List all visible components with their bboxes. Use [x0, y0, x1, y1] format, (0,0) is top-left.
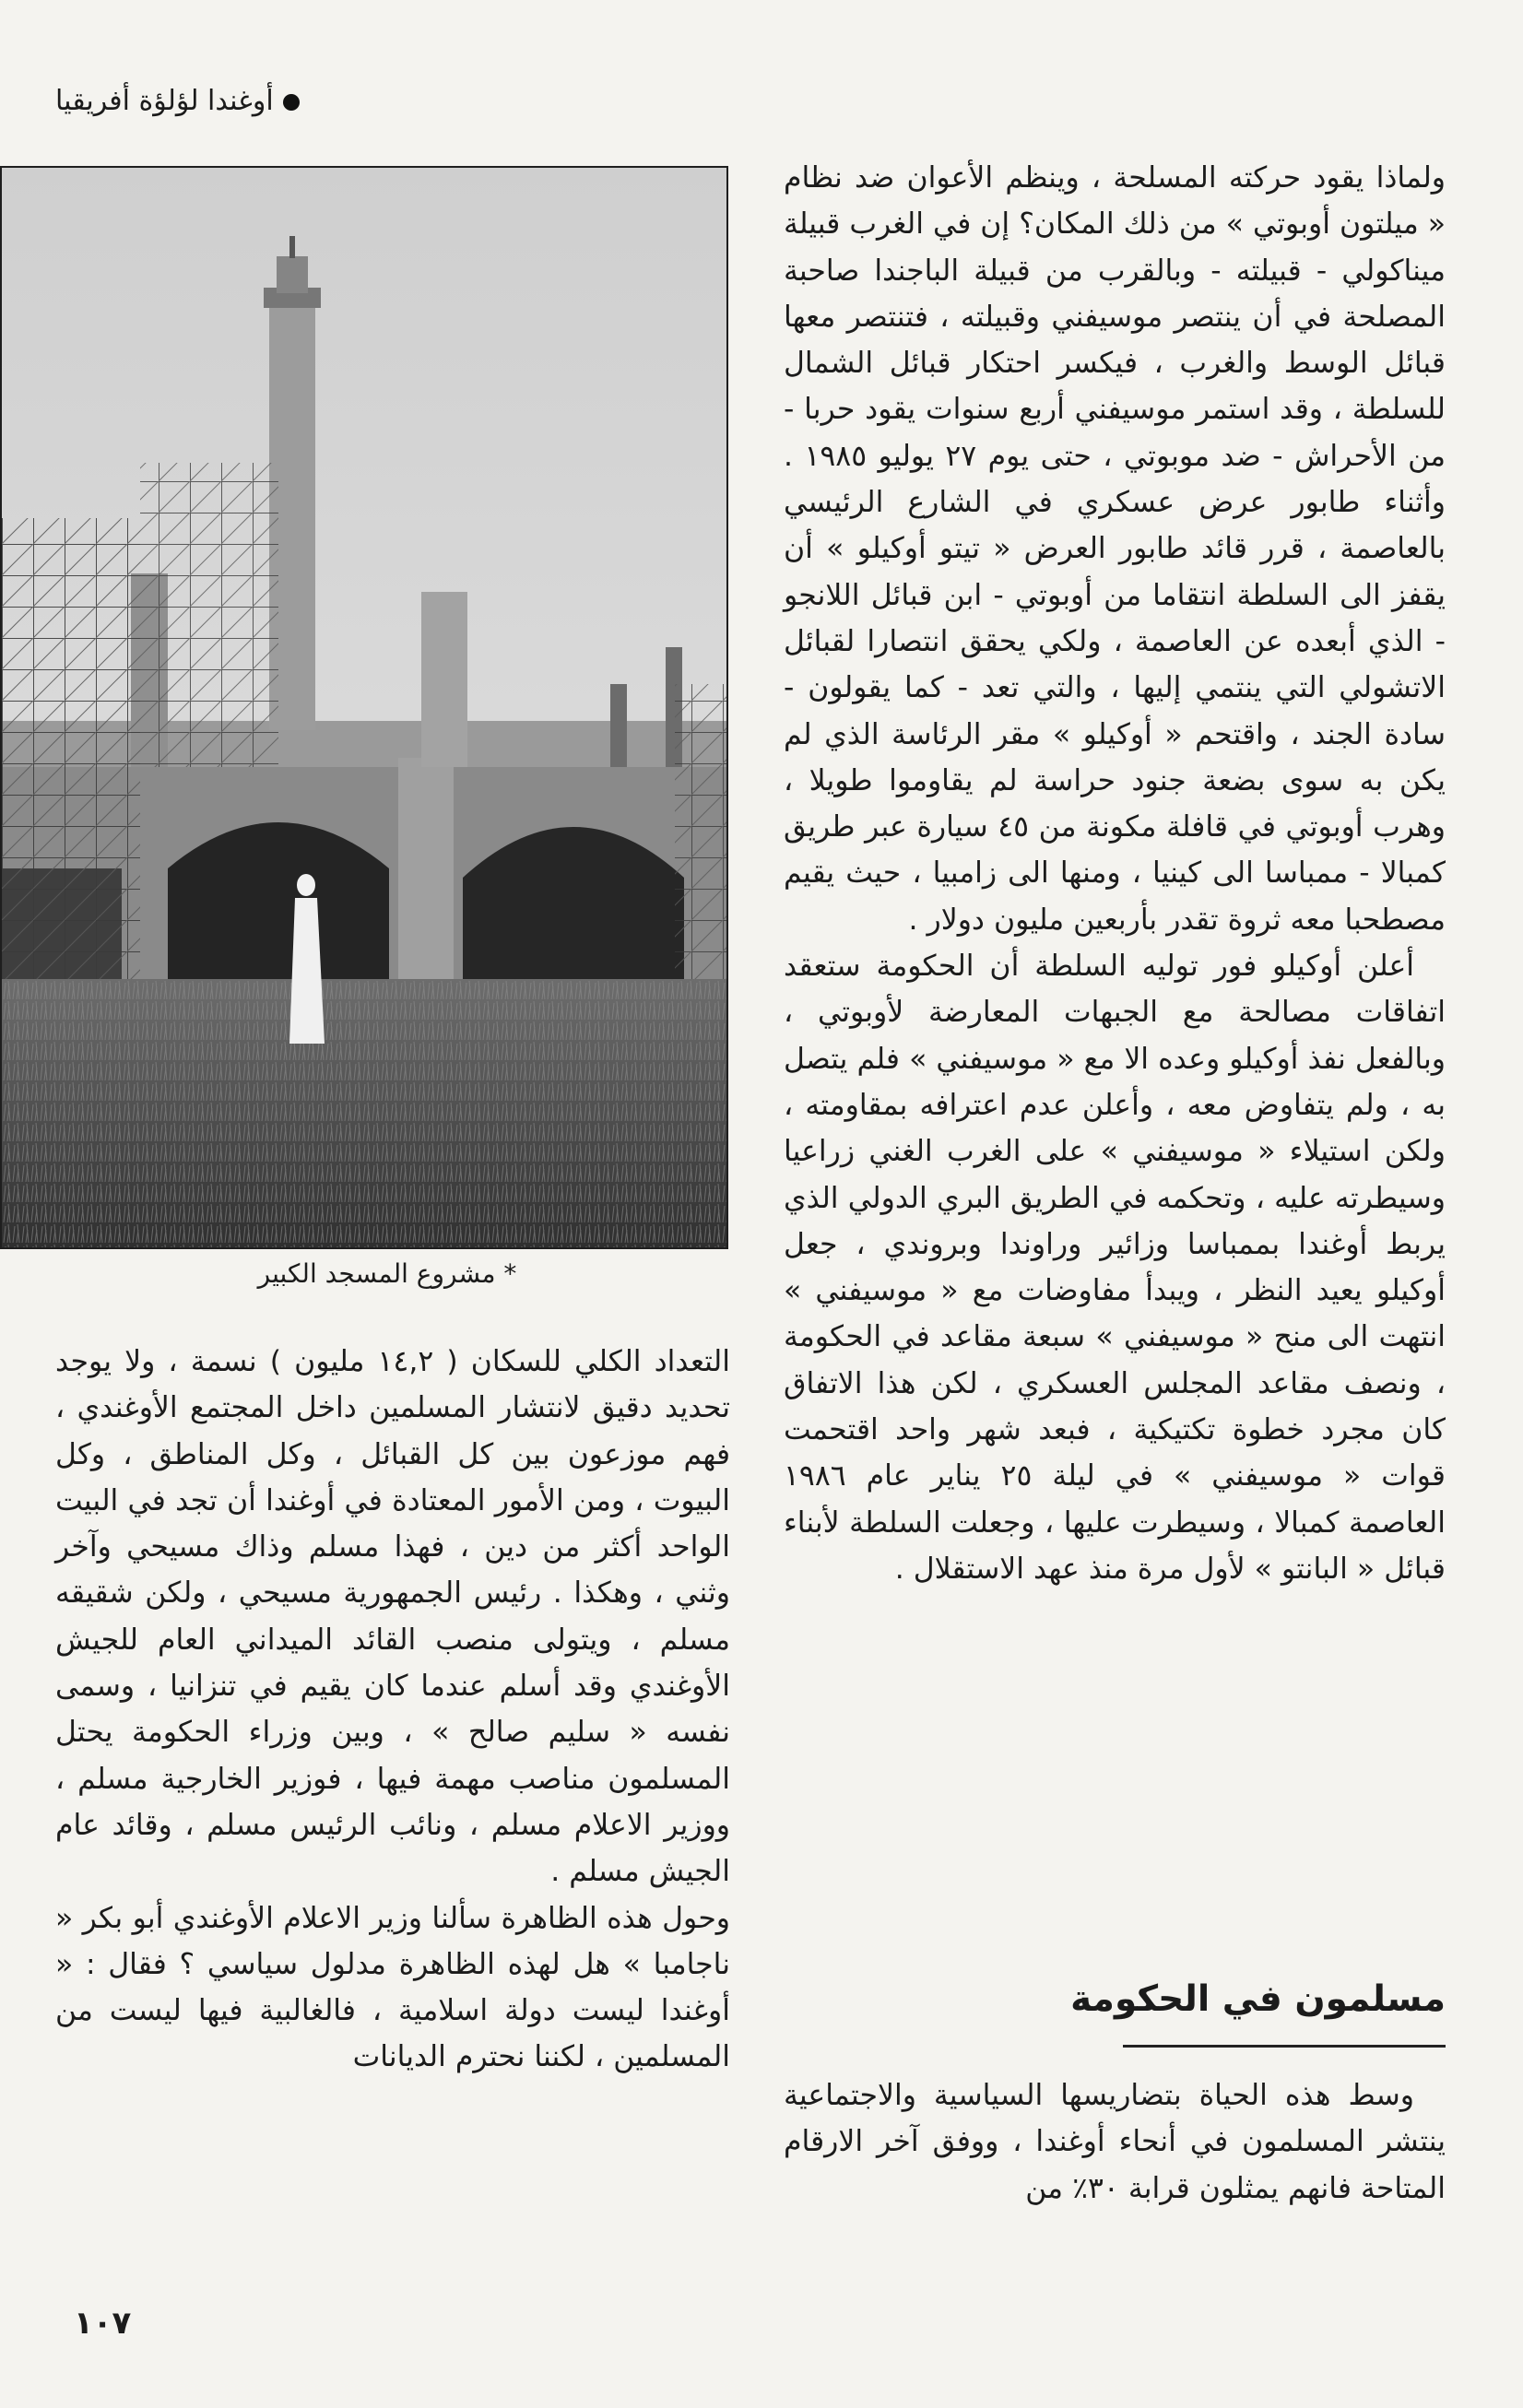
- paragraph: أعلن أوكيلو فور توليه السلطة أن الحكومة ستعقد اتفاقات مصالحة مع الجبهات المعارضة لأوبوتي ، وبالفعل نفذ أوكيلو وعده الا مع « موسيفني » فلم يتصل به ، ولم يتفاوض معه ، وأعلن عدم اعترافه بمقاومته ، ولكن استيلاء « موسيفني » على الغرب الغني زراعيا وسيطرته عليه ، وتحكمه في الطريق البري الدولي الذي يربط أوغندا بممباسا وزائير وراوندا وبروندي ، جعل أوكيلو يعيد النظر ، ويبدأ مفاوضات مع « موسيفني » انتهت الى منح « موسيفني » سبعة مقاعد في الحكومة ، ونصف مقاعد المجلس العسكري ، لكن هذا الاتفاق كان مجرد خطوة تكتيكية ، فبعد شهر واحد اقتحمت قوات « موسيفني » في ليلة ٢٥ يناير عام ١٩٨٦ العاصمة كمبالا ، وسيطرت عليها ، وجعلت السلطة لأبناء قبائل « البانتو » لأول مرة منذ عهد الاستقلال .: [784, 950, 1446, 1586]
- section-heading: مسلمون في الحكومة: [1070, 1978, 1446, 2020]
- mosque-photo: [0, 166, 728, 1249]
- mosque-construction-image: [2, 168, 728, 1249]
- paragraph: التعداد الكلي للسكان ( ١٤,٢ مليون ) نسمة ، ولا يوجد تحديد دقيق لانتشار المسلمين داخل المجتمع الأوغندي ، فهم موزعون بين كل القبائل ، وكل المناطق ، وكل البيوت ، ومن الأمور المعتادة في أوغندا أن تجد في البيت الواحد أكثر من دين ، فهذا مسلم وذاك مسيحي وآخر وثني ، وهكذا . رئيس الجمهورية مسيحي ، ولكن شقيقه مسلم ، ويتولى منصب القائد الميداني العام للجيش الأوغندي وقد أسلم عندما كان يقيم في تنزانيا ، وسمى نفسه « سليم صالح » ، وبين وزراء الحكومة يحتل المسلمون مناصب مهمة فيها ، فوزير الخارجية مسلم ، ووزير الاعلام مسلم ، ونائب الرئيس مسلم ، وقائد عام الجيش مسلم .: [55, 1345, 731, 1889]
- section-intro: [784, 2072, 1446, 2212]
- paragraph: وسط هذه الحياة بتضاريسها السياسية والاجتماعية ينتشر المسلمون في أنحاء أوغندا ، ووفق آخر الارقام المتاحة فانهم يمثلون قرابة ٣٠٪ من: [784, 2079, 1446, 2205]
- paragraph: وحول هذه الظاهرة سألنا وزير الاعلام الأوغندي أبو بكر « ناجامبا » هل لهذه الظاهرة مدلول سياسي ؟ فقال : « أوغندا ليست دولة اسلامية ، فالغالبية فيها ليست من المسلمين ، لكننا نحترم الديانات: [55, 1901, 730, 2074]
- right-column: [784, 155, 1446, 1592]
- heading-underline: [1123, 2045, 1446, 2048]
- page-number: ١٠٧: [74, 2305, 132, 2342]
- photo-caption: * مشروع المسجد الكبير: [257, 1258, 517, 1289]
- paragraph: ولماذا يقود حركته المسلحة ، وينظم الأعوان ضد نظام « ميلتون أوبوتي » من ذلك المكان؟ إن في الغرب قبيلة ميناكولي - قبيلته - وبالقرب من قبيلة الباجندا صاحبة المصلحة في أن ينتصر موسيفني وقبيلته ، فتنتصر معها قبائل الوسط والغرب ، فيكسر احتكار قبائل الشمال للسلطة ، وقد استمر موسيفني أربع سنوات يقود حربا - من الأحراش - ضد موبوتي ، حتى يوم ٢٧ يوليو ١٩٨٥ . وأثناء طابور عرض عسكري في الشارع الرئيسي بالعاصمة ، قرر قائد طابور العرض « تيتو أوكيلو » أن يقفز الى السلطة انتقاما من أوبوتي - ابن قبائل اللانجو - الذي أبعده عن العاصمة ، ولكي يحقق انتصارا لقبائل الاتشولي التي ينتمي إليها ، والتي تعد - كما يقولون - سادة الجند ، واقتحم « أوكيلو » مقر الرئاسة الذي لم يكن به سوى بضعة جنود حراسة لم يقاوموا طويلا ، وهرب أوبوتي في قافلة مكونة من ٤٥ سيارة عبر طريق كمبالا - ممباسا الى كينيا ، ومنها الى زامبيا ، حيث يقيم مصطحبا معه ثروة تقدر بأربعين مليون دولار .: [783, 161, 1446, 937]
- running-title: أوغندا لؤلؤة أفريقيا: [55, 85, 274, 117]
- bullet-dot-icon: [283, 94, 300, 111]
- running-header: [55, 85, 300, 117]
- left-column: [55, 1339, 730, 2081]
